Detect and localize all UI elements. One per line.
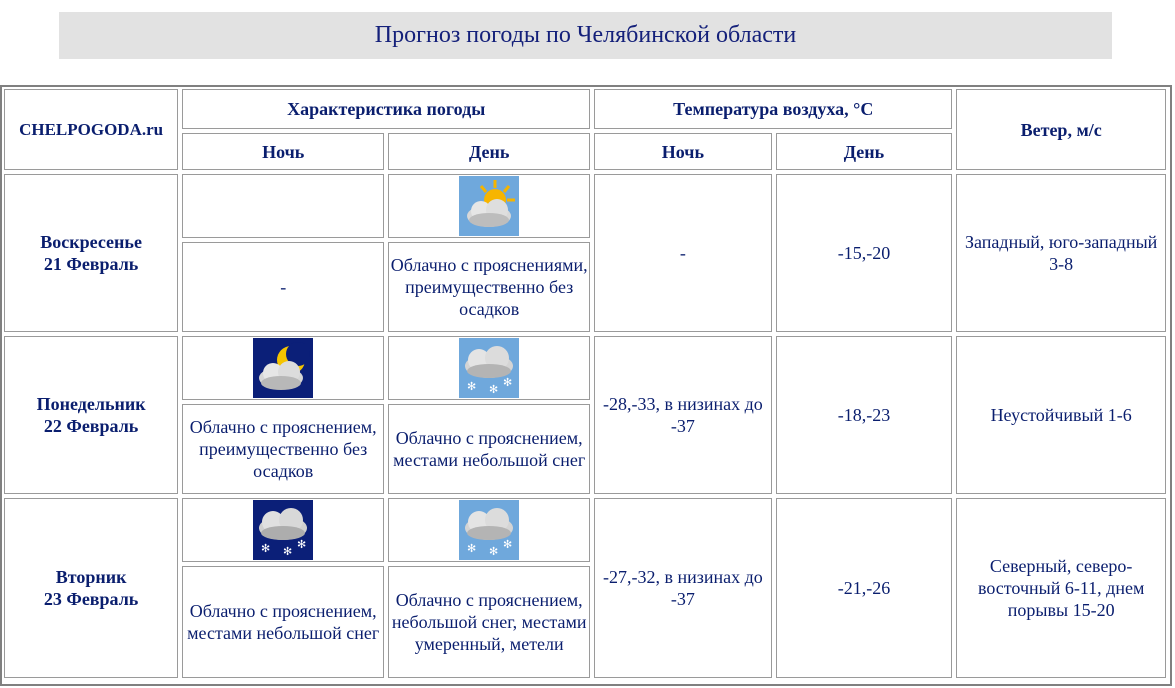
day-name: Воскресенье [40,232,142,252]
svg-text:✻: ✻ [489,545,499,558]
night-icon-cell [182,174,384,238]
header-temp-day: День [776,133,953,170]
day-icon-cell [388,336,590,400]
night-icon-cell [182,336,384,400]
day-temp: -15,-20 [776,174,953,332]
day-icon-cell [388,174,590,238]
svg-text:✻: ✻ [467,380,477,393]
night-temp: - [594,174,771,332]
day-temp: -18,-23 [776,336,953,494]
header-char-day: День [388,133,590,170]
day-date: 21 Февраль [43,254,139,274]
moon-cloud-icon [253,338,313,398]
day-description: Облачно с прояснением, местами небольшой снег [388,404,590,494]
svg-text:✻: ✻ [489,383,499,396]
night-temp: -28,-33, в низинах до -37 [594,336,771,494]
day-cell [4,174,178,332]
cloud-snow-icon [459,500,519,560]
site-name: CHELPOGODA.ru [4,89,178,170]
header-temp-night: Ночь [594,133,771,170]
day-name: Вторник [55,567,127,587]
header-char-night: Ночь [182,133,384,170]
svg-text:✻: ✻ [503,376,513,389]
forecast-table-frame [0,85,1172,686]
header-wind: Ветер, м/с [956,89,1166,170]
wind: Неустойчивый 1-6 [956,336,1166,494]
svg-text:✻: ✻ [467,542,477,555]
svg-text:✻: ✻ [261,542,271,555]
day-description: Облачно с прояснениями, преимущественно без осадков [388,242,590,332]
night-icon-cell [182,498,384,562]
page-title: Прогноз погоды по Челябинской области [59,12,1112,59]
day-name: Понедельник [36,394,146,414]
svg-text:✻: ✻ [297,538,307,551]
header-temperature: Температура воздуха, °C [594,89,952,129]
wind: Западный, юго-западный 3-8 [956,174,1166,332]
night-description: - [182,242,384,332]
night-cloud-snow-icon [253,500,313,560]
svg-text:✻: ✻ [503,538,513,551]
day-date: 23 Февраль [43,589,139,609]
forecast-table [0,85,1170,682]
night-description: Облачно с прояснением, местами небольшой снег [182,566,384,678]
night-temp: -27,-32, в низинах до -37 [594,498,771,678]
day-cell [4,336,178,494]
day-temp: -21,-26 [776,498,953,678]
day-icon-cell [388,498,590,562]
day-cell [4,498,178,678]
wind: Северный, северо-восточный 6-11, днем порывы 15-20 [956,498,1166,678]
day-description: Облачно с прояснением, небольшой снег, местами умеренный, метели [388,566,590,678]
header-characteristics: Характеристика погоды [182,89,590,129]
svg-text:✻: ✻ [283,545,293,558]
day-date: 22 Февраль [43,416,139,436]
sun-cloud-icon [459,176,519,236]
cloud-snow-icon [459,338,519,398]
night-description: Облачно с прояснением, преимущественно без осадков [182,404,384,494]
